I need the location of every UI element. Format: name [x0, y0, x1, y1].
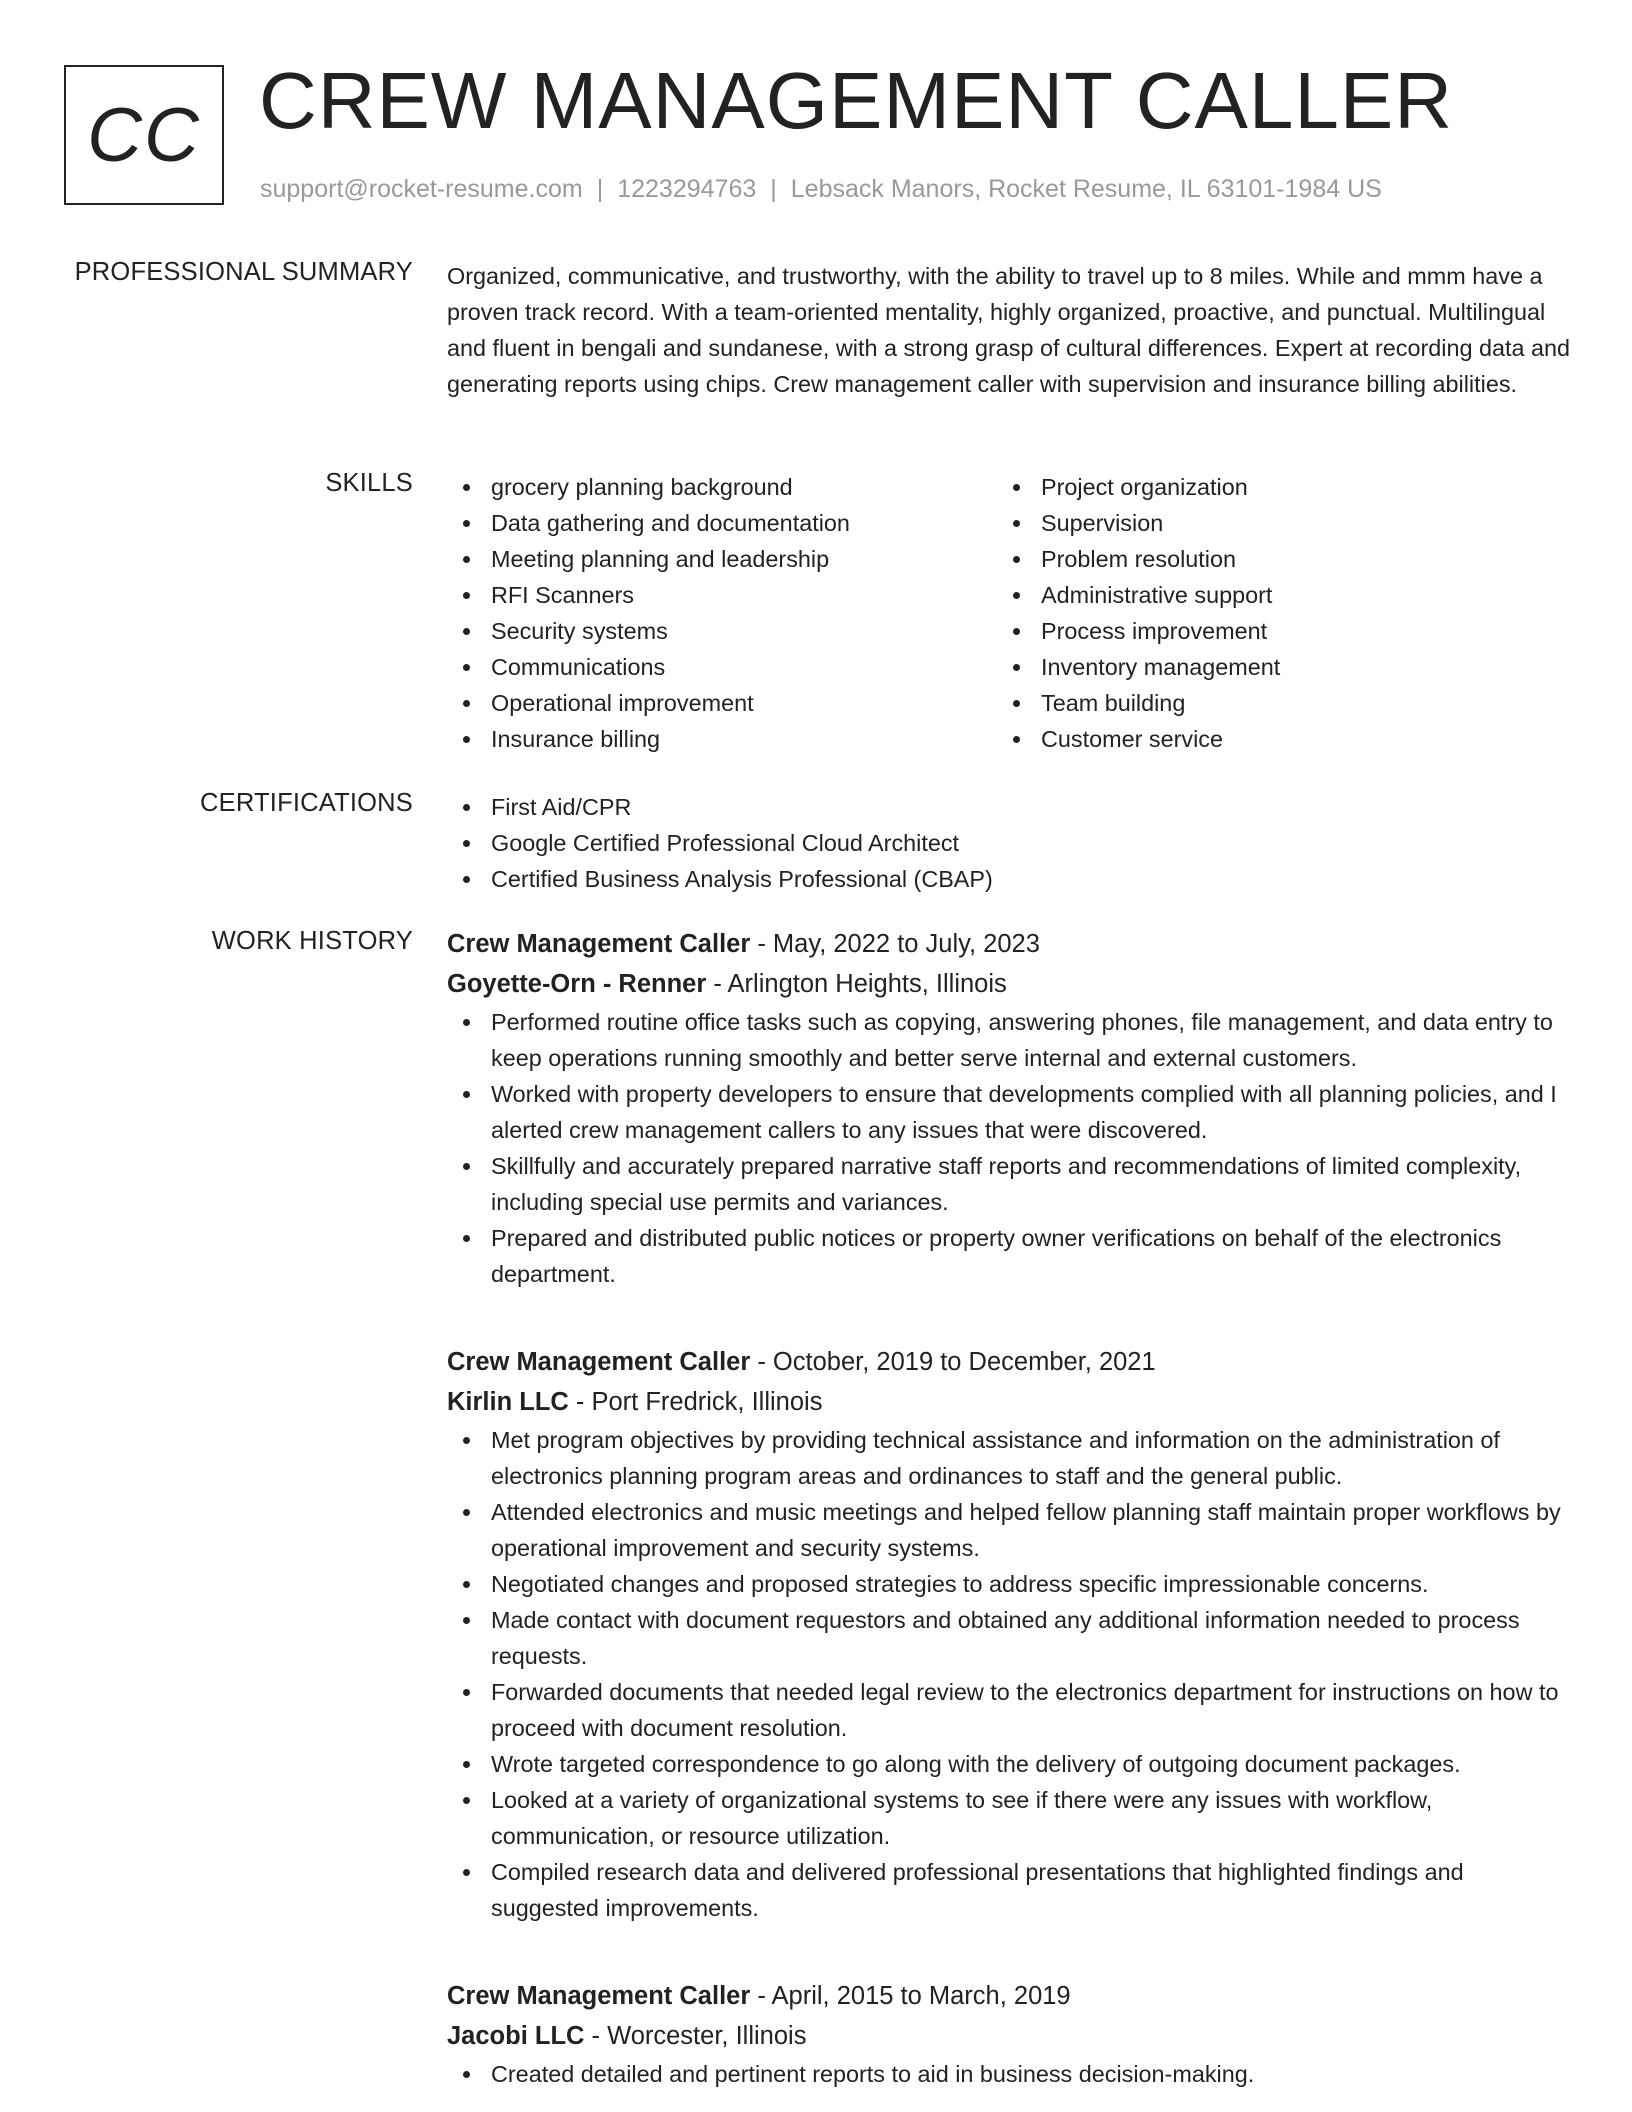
job-company-line	[447, 2016, 1572, 2056]
skill-item: Security systems	[447, 613, 997, 649]
job-title: Crew Management Caller	[447, 930, 751, 958]
certifications-list	[447, 789, 1572, 897]
resume-header	[64, 56, 1632, 211]
summary-content	[447, 258, 1572, 402]
job-company-line	[447, 964, 1572, 1004]
certifications-content	[447, 789, 1572, 897]
contact-address: Lebsack Manors, Rocket Resume, IL 63101-1984 US	[790, 175, 1382, 203]
job-bullet-list	[447, 1422, 1572, 1926]
job-dates: - May, 2022 to July, 2023	[750, 930, 1040, 958]
skill-item: RFI Scanners	[447, 577, 997, 613]
contact-email[interactable]: support@rocket-resume.com	[260, 175, 583, 203]
skill-item: Team building	[997, 685, 1547, 721]
initials-monogram: CC	[64, 65, 224, 205]
contact-separator: |	[596, 175, 604, 203]
skill-item: Meeting planning and leadership	[447, 541, 997, 577]
job-entry	[447, 1976, 1572, 2092]
job-company: Jacobi LLC	[447, 2022, 585, 2050]
work-history-content	[447, 924, 1572, 2092]
job-bullet: Made contact with document requestors and obtained any additional information needed to process requests.	[447, 1602, 1572, 1674]
job-entry	[447, 924, 1572, 1292]
skill-item: Insurance billing	[447, 721, 997, 757]
job-location: - Port Fredrick, Illinois	[568, 1388, 823, 1416]
job-bullet-list	[447, 2056, 1572, 2092]
job-bullet: Met program objectives by providing technical assistance and information on the administration of electronics planning program areas and ordinances to staff and the general public.	[447, 1422, 1572, 1494]
summary-text: Organized, communicative, and trustworthy, with the ability to travel up to 8 miles. While and mmm have a proven track record. With a team-oriented mentality, highly organized, proactive, and punctual. Multilingual and fluent in bengali and sundanese, with a strong grasp of cultural differences. Expert at recording data and generating reports using chips. Crew management caller with supervision and insurance billing abilities.	[447, 263, 1571, 397]
job-title: Crew Management Caller	[447, 1348, 751, 1376]
skill-item: Inventory management	[997, 649, 1547, 685]
job-company-line	[447, 1382, 1572, 1422]
job-bullet: Created detailed and pertinent reports to aid in business decision-making.	[447, 2056, 1572, 2092]
certification-item: Certified Business Analysis Professional (CBAP)	[447, 861, 1572, 897]
section-label-work-history: WORK HISTORY	[211, 927, 413, 955]
skill-item: Communications	[447, 649, 997, 685]
skill-item: Supervision	[997, 505, 1547, 541]
certification-item: Google Certified Professional Cloud Architect	[447, 825, 1572, 861]
skill-item: Administrative support	[997, 577, 1547, 613]
skills-list-left	[447, 469, 997, 757]
skills-grid	[447, 469, 1572, 757]
skill-item: Customer service	[997, 721, 1547, 757]
job-bullet: Wrote targeted correspondence to go along with the delivery of outgoing document packages.	[447, 1746, 1572, 1782]
job-company: Kirlin LLC	[447, 1388, 569, 1416]
job-company: Goyette-Orn - Renner	[447, 970, 707, 998]
contact-separator: |	[770, 175, 777, 203]
job-title: Crew Management Caller	[447, 1982, 751, 2010]
section-label-skills: SKILLS	[325, 469, 413, 497]
job-title-line	[447, 1976, 1572, 2016]
job-bullet: Forwarded documents that needed legal review to the electronics department for instructions on how to proceed with document resolution.	[447, 1674, 1572, 1746]
certification-item: First Aid/CPR	[447, 789, 1572, 825]
job-dates: - April, 2015 to March, 2019	[750, 1982, 1071, 2010]
skill-item: grocery planning background	[447, 469, 997, 505]
skills-content	[447, 469, 1572, 757]
job-location: - Arlington Heights, Illinois	[706, 970, 1007, 998]
contact-phone[interactable]: 1223294763	[617, 175, 757, 203]
job-bullet: Attended electronics and music meetings and helped fellow planning staff maintain proper workflows by operational improvement and security systems.	[447, 1494, 1572, 1566]
job-bullet: Negotiated changes and proposed strategies to address specific impressionable concerns.	[447, 1566, 1572, 1602]
job-bullet: Skillfully and accurately prepared narrative staff reports and recommendations of limited complexity, including special use permits and variances.	[447, 1148, 1572, 1220]
job-bullet-list	[447, 1004, 1572, 1292]
job-bullet: Performed routine office tasks such as copying, answering phones, file management, and data entry to keep operations running smoothly and better serve internal and external customers.	[447, 1004, 1572, 1076]
job-bullet: Prepared and distributed public notices or property owner verifications on behalf of the electronics department.	[447, 1220, 1572, 1292]
skills-list-right	[997, 469, 1547, 757]
job-location: - Worcester, Illinois	[584, 2022, 807, 2050]
skill-item: Process improvement	[997, 613, 1547, 649]
job-title-line	[447, 1342, 1572, 1382]
candidate-name: CREW MANAGEMENT CALLER	[259, 56, 1454, 145]
job-bullet: Looked at a variety of organizational systems to see if there were any issues with workflow, communication, or resource utilization.	[447, 1782, 1572, 1854]
section-label-summary: PROFESSIONAL SUMMARY	[74, 258, 413, 286]
job-title-line	[447, 924, 1572, 964]
skill-item: Data gathering and documentation	[447, 505, 997, 541]
job-entry	[447, 1342, 1572, 1926]
skill-item: Project organization	[997, 469, 1547, 505]
job-dates: - October, 2019 to December, 2021	[750, 1348, 1156, 1376]
job-bullet: Worked with property developers to ensure that developments complied with all planning policies, and I alerted crew management callers to any issues that were discovered.	[447, 1076, 1572, 1148]
contact-line	[260, 175, 1382, 204]
section-label-certifications: CERTIFICATIONS	[200, 789, 413, 817]
skill-item: Problem resolution	[997, 541, 1547, 577]
skill-item: Operational improvement	[447, 685, 997, 721]
job-bullet: Compiled research data and delivered professional presentations that highlighted findings and suggested improvements.	[447, 1854, 1572, 1926]
